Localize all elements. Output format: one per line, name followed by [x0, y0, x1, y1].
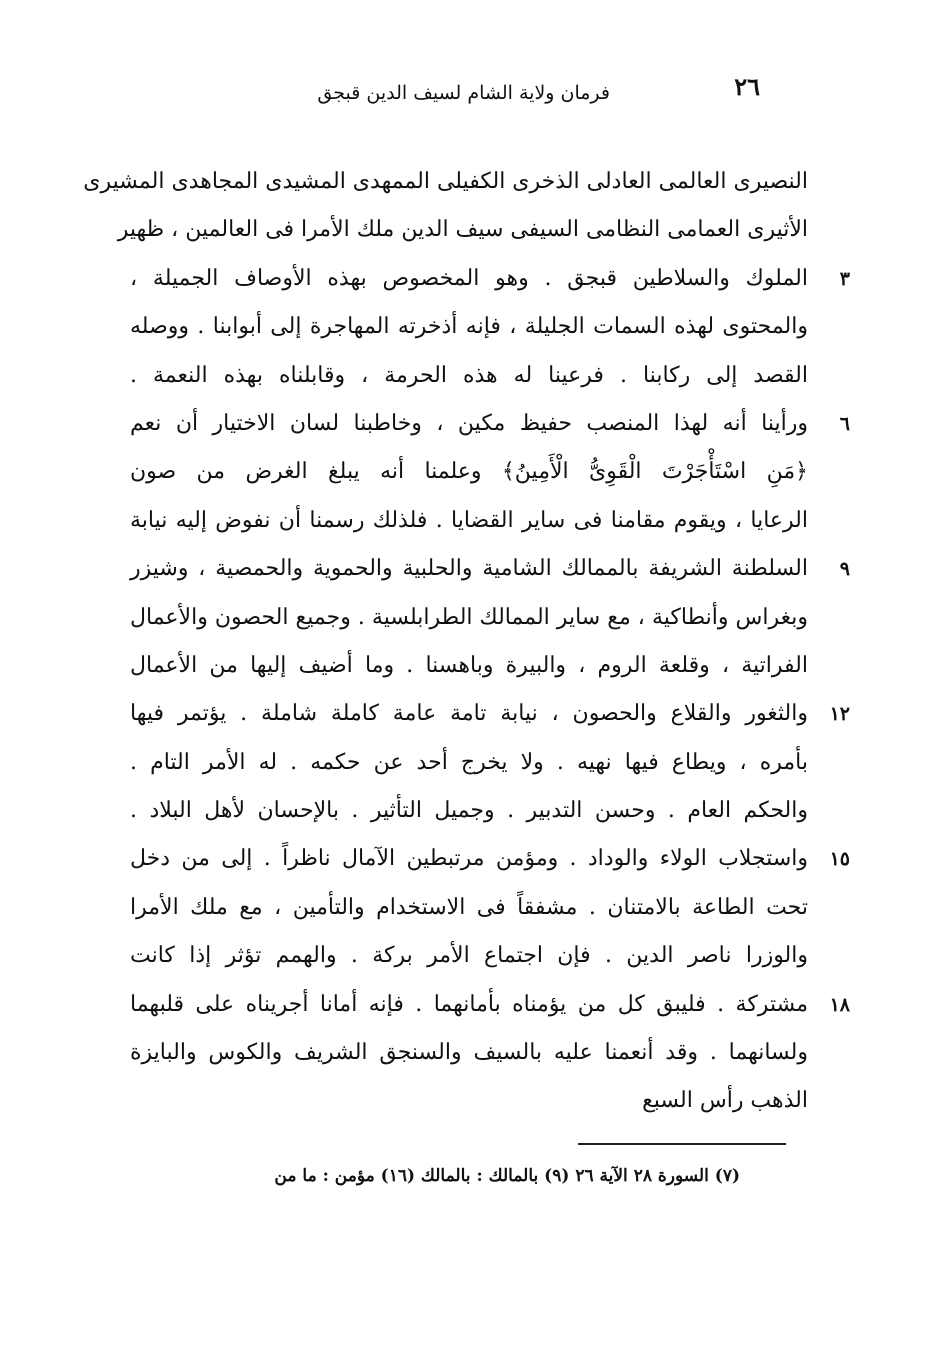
text-line	[130, 352, 808, 400]
text-line	[130, 981, 850, 1029]
text-line	[117, 206, 808, 254]
text-line	[130, 303, 808, 351]
text-line	[130, 739, 808, 787]
line-text: والثغور والقلاع والحصون ، نيابة تامة عامة كاملة شاملة . يؤتمر فيها	[130, 701, 808, 727]
line-text: مشتركة . فليبق كل من يؤمناه بأمانهما . فإنه أمانا أجريناه على قلبهما	[130, 991, 808, 1017]
footnote-divider	[578, 1143, 786, 1145]
text-line	[130, 400, 850, 448]
line-text: تحت الطاعة بالامتنان . مشفقاً فى الاستخدام والتأمين ، مع ملك الأمرا	[130, 894, 808, 920]
line-number: ١٢	[829, 703, 850, 726]
line-text: ولسانهما . وقد أنعمنا عليه بالسيف والسنجق الشريف والكوس والبايزة	[130, 1040, 808, 1066]
text-line	[130, 545, 850, 593]
line-text: والوزرا ناصر الدين . فإن اجتماع الأمر بركة . والهمم تؤثر إذا كانت	[130, 943, 808, 969]
text-line	[130, 594, 808, 642]
text-line	[130, 690, 850, 738]
line-text: الملوك والسلاطين قبجق . وهو المخصوص بهذه الأوصاف الجميلة ،	[130, 265, 808, 291]
text-line	[130, 255, 850, 303]
line-text: وبغراس وأنطاكية ، مع ساير الممالك الطرابلسية . وجميع الحصون والأعمال	[130, 604, 808, 630]
text-line	[130, 932, 808, 980]
footnote: (٧) السورة ٢٨ الآية ٢٦ (٩) بالمالك : بالمالك (١٦) مؤمن : ما من	[274, 1166, 740, 1186]
text-line	[130, 1029, 808, 1077]
line-text: والحكم العام . وحسن التدبير . وجميل التأثير . بالإحسان لأهل البلاد .	[130, 798, 808, 824]
running-title: فرمان ولاية الشام لسيف الدين قبجق	[317, 82, 610, 104]
text-line	[130, 1077, 808, 1125]
line-text: والمحتوى لهذه السمات الجليلة ، فإنه أذخرته المهاجرة إلى أبوابنا . ووصله	[130, 314, 808, 340]
line-text: القصد إلى ركابنا . فرعينا له هذه الحرمة ، وقابلناه بهذه النعمة .	[130, 362, 808, 388]
body-text	[83, 158, 850, 1126]
text-line	[130, 448, 808, 496]
line-text: ﴿مَنِ اسْتَأْجَرْتَ الْقَوِىُّ الْأَمِينُ﴾ وعلمنا أنه يبلغ الغرض من صون	[130, 459, 808, 485]
text-line	[130, 787, 808, 835]
text-line	[130, 884, 808, 932]
text-line	[130, 835, 850, 883]
line-text: واستجلاب الولاء والوداد . ومؤمن مرتبطين الآمال ناظراً . إلى من دخل	[130, 846, 808, 872]
line-text: السلطنة الشريفة بالممالك الشامية والحلبية والحموية والحمصية ، وشيزر	[130, 556, 808, 582]
page-header	[300, 72, 770, 112]
text-line	[130, 497, 808, 545]
text-line	[130, 642, 808, 690]
line-text: ورأينا أنه لهذا المنصب حفيظ مكين ، وخاطبنا لسان الاختيار أن نعم	[130, 410, 808, 436]
text-line	[83, 158, 808, 206]
line-number: ١٥	[829, 848, 850, 871]
line-text: الذهب رأس السبع	[642, 1088, 808, 1114]
line-text: الأثيرى العمامى النظامى السيفى سيف الدين ملك الأمرا فى العالمين ، ظهير	[117, 217, 808, 243]
line-text: النصيرى العالمى العادلى الذخرى الكفيلى الممهدى المشيدى المجاهدى المشيرى	[83, 169, 808, 194]
line-number: ٦	[839, 412, 850, 435]
line-text: بأمره ، ويطاع فيها نهيه . ولا يخرج أحد عن حكمه . له الأمر التام .	[130, 749, 808, 775]
line-number: ٣	[839, 267, 850, 290]
line-number: ١٨	[829, 993, 850, 1016]
line-number: ٩	[839, 558, 850, 581]
line-text: الفراتية ، وقلعة الروم ، والبيرة وباهسنا . وما أضيف إليها من الأعمال	[130, 652, 808, 678]
page-number: ٢٦	[734, 72, 760, 101]
line-text: الرعايا ، ويقوم مقامنا فى ساير القضايا . فلذلك رسمنا أن نفوض إليه نيابة	[130, 507, 808, 533]
